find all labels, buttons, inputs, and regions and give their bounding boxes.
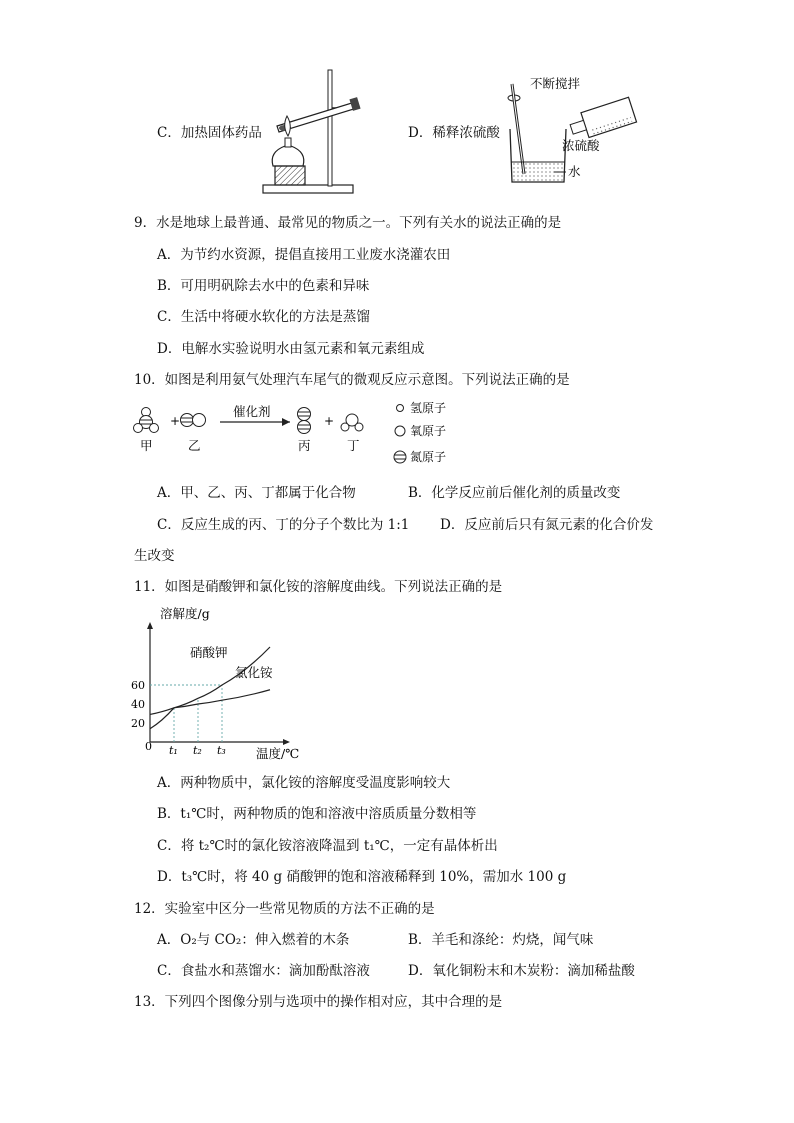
heating-apparatus-figure xyxy=(255,68,375,198)
q9-option-d: D．电解水实验说明水由氢元素和氧元素组成 xyxy=(157,341,425,357)
q10-stem: 10．如图是利用氨气处理汽车尾气的微观反应示意图。下列说法正确的是 xyxy=(134,372,570,388)
label-ding: 丁 xyxy=(347,438,360,453)
plus-1: + xyxy=(170,414,181,428)
q10-option-c: C．反应生成的丙、丁的分子个数比为 1:1 xyxy=(157,517,410,533)
molecule-jia xyxy=(134,408,159,433)
q9-stem: 9．水是地球上最普通、最常见的物质之一。下列有关水的说法正确的是 xyxy=(134,215,562,231)
q10-option-d: D．反应前后只有氮元素的化合价发 xyxy=(440,517,654,533)
reaction-diagram xyxy=(130,398,470,472)
y-tick-60: 60 xyxy=(131,679,145,692)
label-jia: 甲 xyxy=(140,438,153,453)
q10-option-b: B．化学反应前后催化剂的质量改变 xyxy=(408,485,621,501)
series-label-0: 硝酸钾 xyxy=(190,645,228,660)
q11-option-b: B．t₁℃时，两种物质的饱和溶液中溶质质量分数相等 xyxy=(157,806,477,822)
x-axis-arrow xyxy=(283,739,290,745)
q12-stem: 12．实验室中区分一些常见物质的方法不正确的是 xyxy=(134,901,435,917)
label-yi: 乙 xyxy=(188,438,201,453)
label-acid: 浓硫酸 xyxy=(562,138,600,153)
q9-option-c: C．生活中将硬水软化的方法是蒸馏 xyxy=(157,309,370,325)
q8-option-d: D．稀释浓硫酸 xyxy=(408,125,500,141)
chart-ylabel: 溶解度/g xyxy=(160,606,210,621)
q9-option-a: A．为节约水资源，提倡直接用工业废水浇灌农田 xyxy=(157,247,451,263)
molecule-bing xyxy=(298,408,311,434)
q12-option-b: B．羊毛和涤纶：灼烧，闻气味 xyxy=(408,932,594,948)
solubility-chart xyxy=(130,602,310,764)
x-tick-1: t₂ xyxy=(193,744,202,757)
q8-option-c: C．加热固体药品 xyxy=(157,125,262,141)
q12-option-d: D．氧化铜粉末和木炭粉：滴加稀盐酸 xyxy=(408,963,635,979)
legend-oxygen: 氧原子 xyxy=(410,424,447,438)
dilution-apparatus-figure xyxy=(500,74,650,192)
legend-hydrogen: 氢原子 xyxy=(410,401,447,415)
x-tick-2: t₃ xyxy=(217,744,226,757)
label-bing: 丙 xyxy=(298,438,311,453)
catalyst-label: 催化剂 xyxy=(233,404,271,419)
molecule-ding xyxy=(341,414,363,431)
q11-stem: 11．如图是硝酸钾和氯化铵的溶解度曲线。下列说法正确的是 xyxy=(134,579,503,595)
series-line-1 xyxy=(150,690,270,715)
legend-nitrogen: 氮原子 xyxy=(410,450,447,464)
y-tick-40: 40 xyxy=(131,698,145,711)
q9-option-b: B．可用明矾除去水中的色素和异味 xyxy=(157,278,370,294)
plus-2: + xyxy=(324,414,335,428)
q12-option-c: C．食盐水和蒸馏水：滴加酚酞溶液 xyxy=(157,963,370,979)
chart-origin: 0 xyxy=(145,740,152,753)
label-water: 水 xyxy=(568,164,581,179)
y-axis-arrow xyxy=(147,622,153,629)
q11-option-a: A．两种物质中，氯化铵的溶解度受温度影响较大 xyxy=(157,775,451,791)
chart-xlabel: 温度/℃ xyxy=(256,746,300,761)
q10-option-a: A．甲、乙、丙、丁都属于化合物 xyxy=(157,485,356,501)
y-tick-20: 20 xyxy=(131,717,145,730)
q10-option-d-cont: 生改变 xyxy=(134,548,175,564)
label-stir: 不断搅拌 xyxy=(530,76,581,91)
q12-option-a: A．O₂与 CO₂：伸入燃着的木条 xyxy=(157,932,350,948)
q13-stem: 13．下列四个图像分别与选项中的操作相对应，其中合理的是 xyxy=(134,994,503,1010)
series-label-1: 氯化铵 xyxy=(235,665,273,680)
molecule-yi xyxy=(181,414,206,427)
q11-option-d: D．t₃℃时，将 40 g 硝酸钾的饱和溶液稀释到 10%，需加水 100 g xyxy=(157,869,567,885)
q11-option-c: C．将 t₂℃时的氯化铵溶液降温到 t₁℃，一定有晶体析出 xyxy=(157,838,498,854)
x-tick-0: t₁ xyxy=(169,744,178,757)
